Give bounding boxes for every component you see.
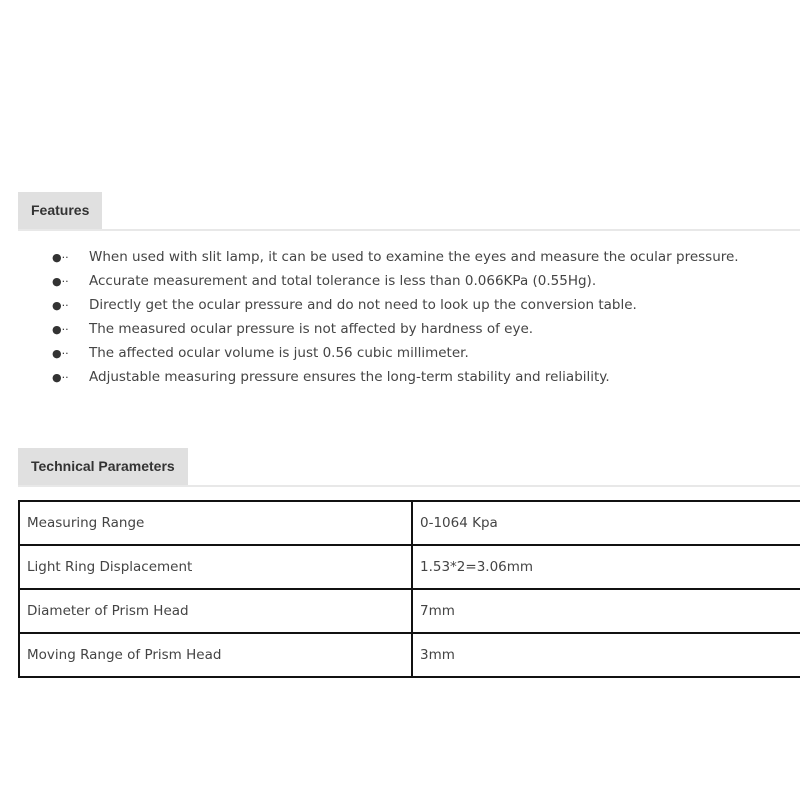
list-item	[52, 366, 739, 390]
bullet-icon: ●··	[52, 347, 69, 360]
param-name: Moving Range of Prism Head	[19, 633, 412, 677]
param-name: Measuring Range	[19, 501, 412, 545]
list-item	[52, 318, 739, 342]
features-list	[52, 246, 739, 390]
table-row	[19, 545, 800, 589]
technical-parameters-tab: Technical Parameters	[18, 448, 188, 485]
table-row	[19, 633, 800, 677]
param-value: 0-1064 Kpa	[412, 501, 800, 545]
features-tab: Features	[18, 192, 102, 229]
feature-text: Adjustable measuring pressure ensures the long-term stability and reliability.	[89, 369, 610, 385]
param-name: Light Ring Displacement	[19, 545, 412, 589]
table-row	[19, 589, 800, 633]
technical-tabbar	[18, 448, 800, 487]
param-value: 7mm	[412, 589, 800, 633]
parameters-table	[18, 500, 800, 678]
features-tabbar	[18, 192, 800, 231]
feature-text: Directly get the ocular pressure and do not need to look up the conversion table.	[89, 297, 637, 313]
feature-text: The measured ocular pressure is not affected by hardness of eye.	[89, 321, 534, 337]
param-value: 3mm	[412, 633, 800, 677]
bullet-icon: ●··	[52, 275, 69, 288]
feature-text: Accurate measurement and total tolerance is less than 0.066KPa (0.55Hg).	[89, 273, 597, 289]
param-value: 1.53*2=3.06mm	[412, 545, 800, 589]
param-name: Diameter of Prism Head	[19, 589, 412, 633]
list-item	[52, 342, 739, 366]
list-item	[52, 294, 739, 318]
list-item	[52, 246, 739, 270]
list-item	[52, 270, 739, 294]
bullet-icon: ●··	[52, 299, 69, 312]
bullet-icon: ●··	[52, 371, 69, 384]
bullet-icon: ●··	[52, 323, 69, 336]
table-row	[19, 501, 800, 545]
bullet-icon: ●··	[52, 251, 69, 264]
feature-text: The affected ocular volume is just 0.56 cubic millimeter.	[89, 345, 469, 361]
feature-text: When used with slit lamp, it can be used to examine the eyes and measure the ocular pressure.	[89, 249, 739, 265]
